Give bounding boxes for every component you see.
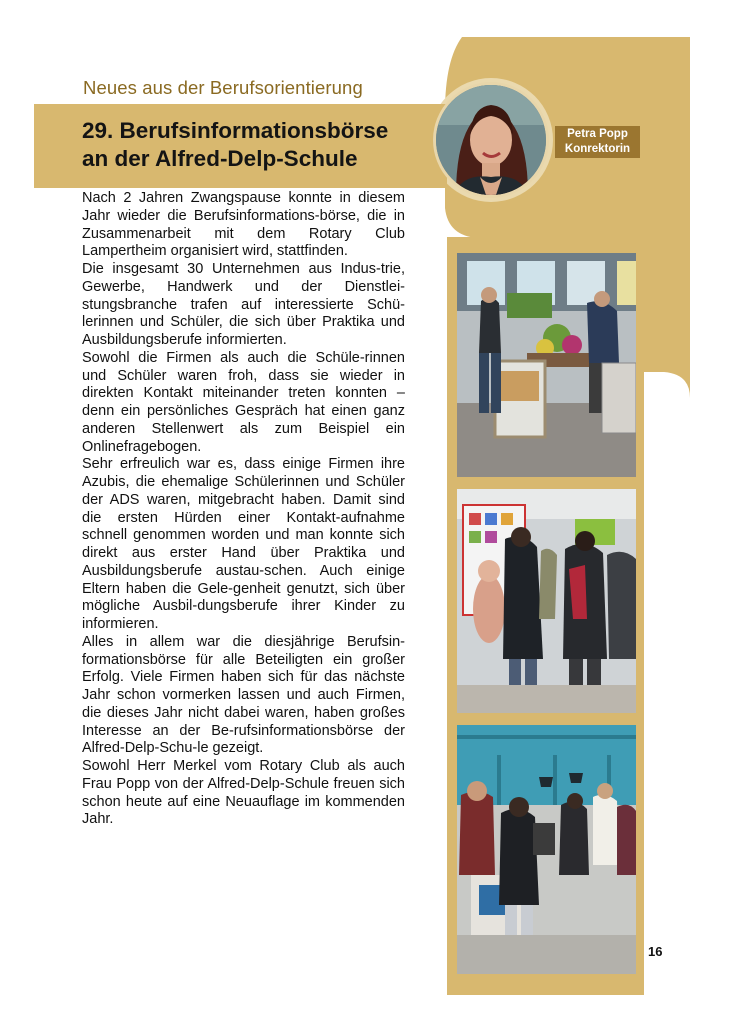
- article-body: [82, 190, 405, 829]
- article-paragraph: Sowohl die Firmen als auch die Schüle-rinnen und Schüler waren froh, dass sie wieder in direkten Kontakt miteinander treten konnten – denn ein persönliches Gespräch hat einen ganz anderen Stellenwert als zum Beispiel ein Onlinefragebogen.: [82, 349, 405, 455]
- article-paragraph: Nach 2 Jahren Zwangspause konnte in diesem Jahr wieder die Berufsinformations-börse, die in Zusammenarbeit mit dem Rotary Club Lampertheim organisiert wird, stattfinden.: [82, 190, 405, 260]
- article-paragraph: Die insgesamt 30 Unternehmen aus Indus-trie, Gewerbe, Handwerk und der Dienstlei-stungsbranche trafen auf interessierte Schü-lerinnen und Schüler, die sich über Praktika und Ausbildungsberufe informierten.: [82, 261, 405, 348]
- photo-anatomy-model-stand: [457, 489, 636, 713]
- article-paragraph: Sehr erfreulich war es, dass einige Firmen ihre Azubis, die ehemalige Schülerinnen und Schüler der ADS waren, mitgebracht haben. Damit sind die ersten Hürden einer Kontakt-aufnahme schnell genommen worden und man konnte sich direkt aus erster Hand über Praktika und Ausbildungsberufe austau-schen. Auch einige Eltern haben die Gele-genheit genutzt, sich über mögliche Ausbil-dungsberufe ihrer Kinder zu informieren.: [82, 456, 405, 632]
- page-number: 16: [648, 944, 663, 959]
- author-name-badge: [555, 126, 640, 158]
- section-kicker: Neues aus der Berufsorientierung: [83, 77, 363, 98]
- photo-info-desk: [457, 725, 636, 974]
- title-line-2: an der Alfred-Delp-Schule: [82, 146, 358, 171]
- title-line-1: 29. Berufsinformationsbörse: [82, 118, 389, 143]
- author-role: Konrektorin: [564, 143, 631, 155]
- author-name: Petra Popp: [567, 128, 628, 140]
- article-paragraph: Sowohl Herr Merkel vom Rotary Club als auch Frau Popp von der Alfred-Delp-Schule freuen sich schon heute auf eine Neuauflage im kommenden Jahr.: [82, 758, 405, 828]
- article-paragraph: Alles in allem war die diesjährige Berufsin-formationsbörse für alle Beteiligten ein großer Erfolg. Viele Firmen haben sich für das nächste Jahr schon vormerken lassen und auch Firmen, die dieses Jahr nicht dabei waren, haben großes Interesse an der Be-rufsinformationsbörse der Alfred-Delp-Schu-le gezeigt.: [82, 633, 405, 757]
- page-title: [82, 117, 388, 173]
- photo-exhibitor-stand: [457, 253, 636, 477]
- author-portrait: [433, 82, 549, 198]
